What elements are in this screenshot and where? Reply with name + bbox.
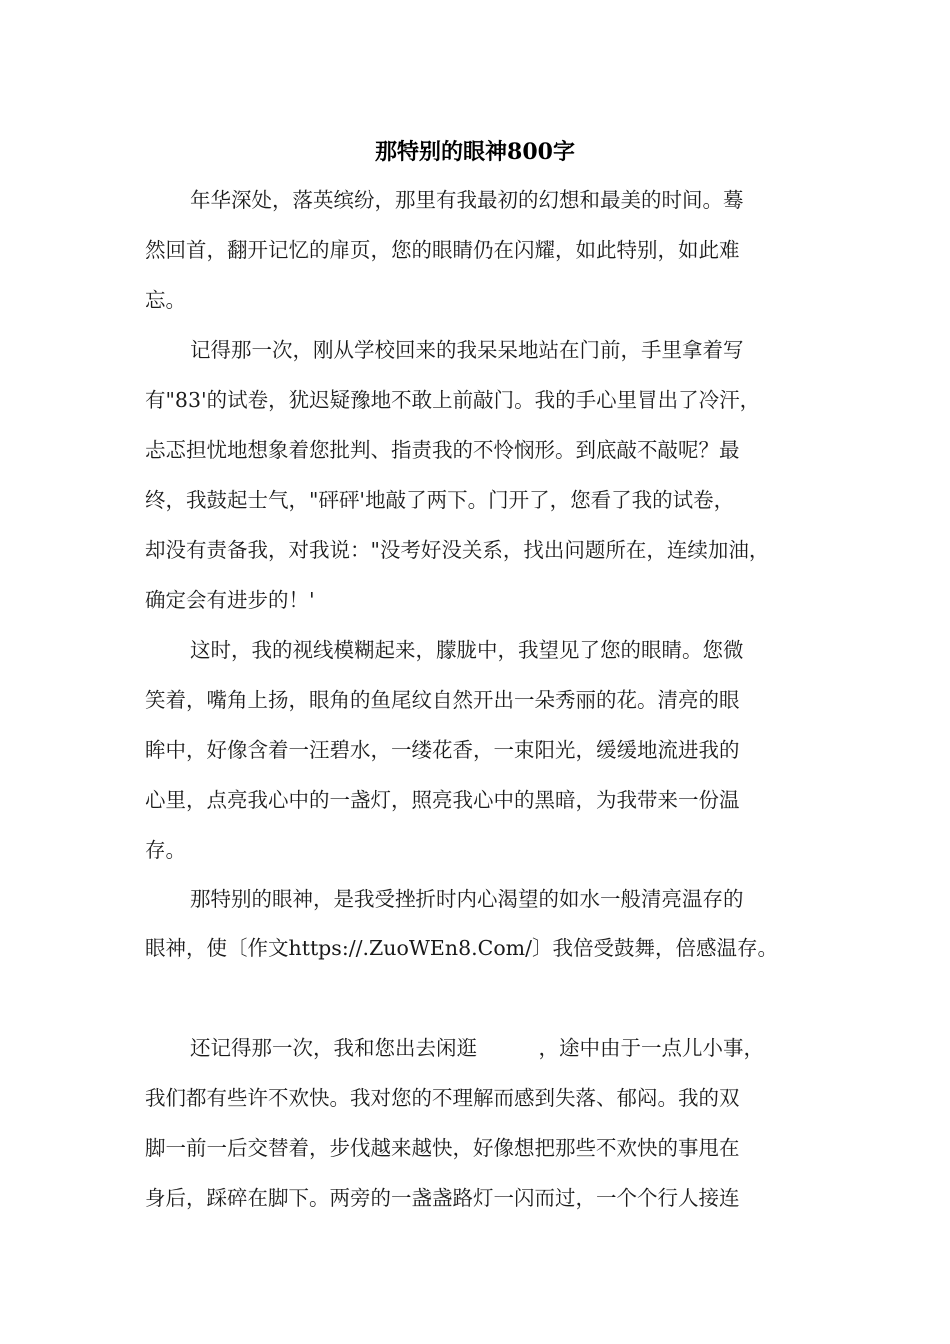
text-line: 眼神，使〔作文https://.ZuoWEn8.Com/〕我倍受鼓舞，倍感温存。: [145, 936, 779, 960]
text-line: 那特别的眼神，是我受挫折时内心渴望的如水一般清亮温存的: [190, 887, 744, 911]
text-line: 记得那一次，刚从学校回来的我呆呆地站在门前，手里拿着写: [190, 338, 744, 362]
text-line: 忐忑担忧地想象着您批判、指责我的不怜悯形。到底敲不敲呢？最: [145, 438, 740, 462]
text-line: 存。: [145, 838, 186, 862]
text-line: 还记得那一次，我和您出去闲逛 ，途中由于一点儿小事，: [190, 1036, 764, 1060]
text-line: 然回首，翻开记忆的扉页，您的眼睛仍在闪耀，如此特别，如此难: [145, 238, 740, 262]
text-line: 脚一前一后交替着，步伐越来越快，好像想把那些不欢快的事甩在: [145, 1136, 740, 1160]
text-line: 终，我鼓起士气，"砰砰'地敲了两下。门开了，您看了我的试卷，: [145, 488, 735, 512]
text-line: 心里，点亮我心中的一盏灯，照亮我心中的黑暗，为我带来一份温: [145, 788, 740, 812]
text-line: 这时，我的视线模糊起来，朦胧中，我望见了您的眼睛。您微: [190, 638, 744, 662]
text-line: 确定会有进步的！': [145, 588, 315, 612]
text-line: 眸中，好像含着一汪碧水，一缕花香，一束阳光，缓缓地流进我的: [145, 738, 740, 762]
text-line: 身后，踩碎在脚下。两旁的一盏盏路灯一闪而过，一个个行人接连: [145, 1186, 740, 1210]
text-line: 笑着，嘴角上扬，眼角的鱼尾纹自然开出一朵秀丽的花。清亮的眼: [145, 688, 740, 712]
text-line: 有"83'的试卷，犹迟疑豫地不敢上前敲门。我的手心里冒出了冷汗，: [145, 388, 761, 412]
text-line: 我们都有些许不欢快。我对您的不理解而感到失落、郁闷。我的双: [145, 1086, 740, 1110]
text-line: 却没有责备我，对我说："没考好没关系，找出问题所在，连续加油，: [145, 538, 770, 562]
text-line: 年华深处，落英缤纷，那里有我最初的幻想和最美的时间。蓦: [190, 188, 744, 212]
page-title: 那特别的眼神800字: [375, 139, 575, 165]
text-line: 忘。: [145, 288, 186, 312]
